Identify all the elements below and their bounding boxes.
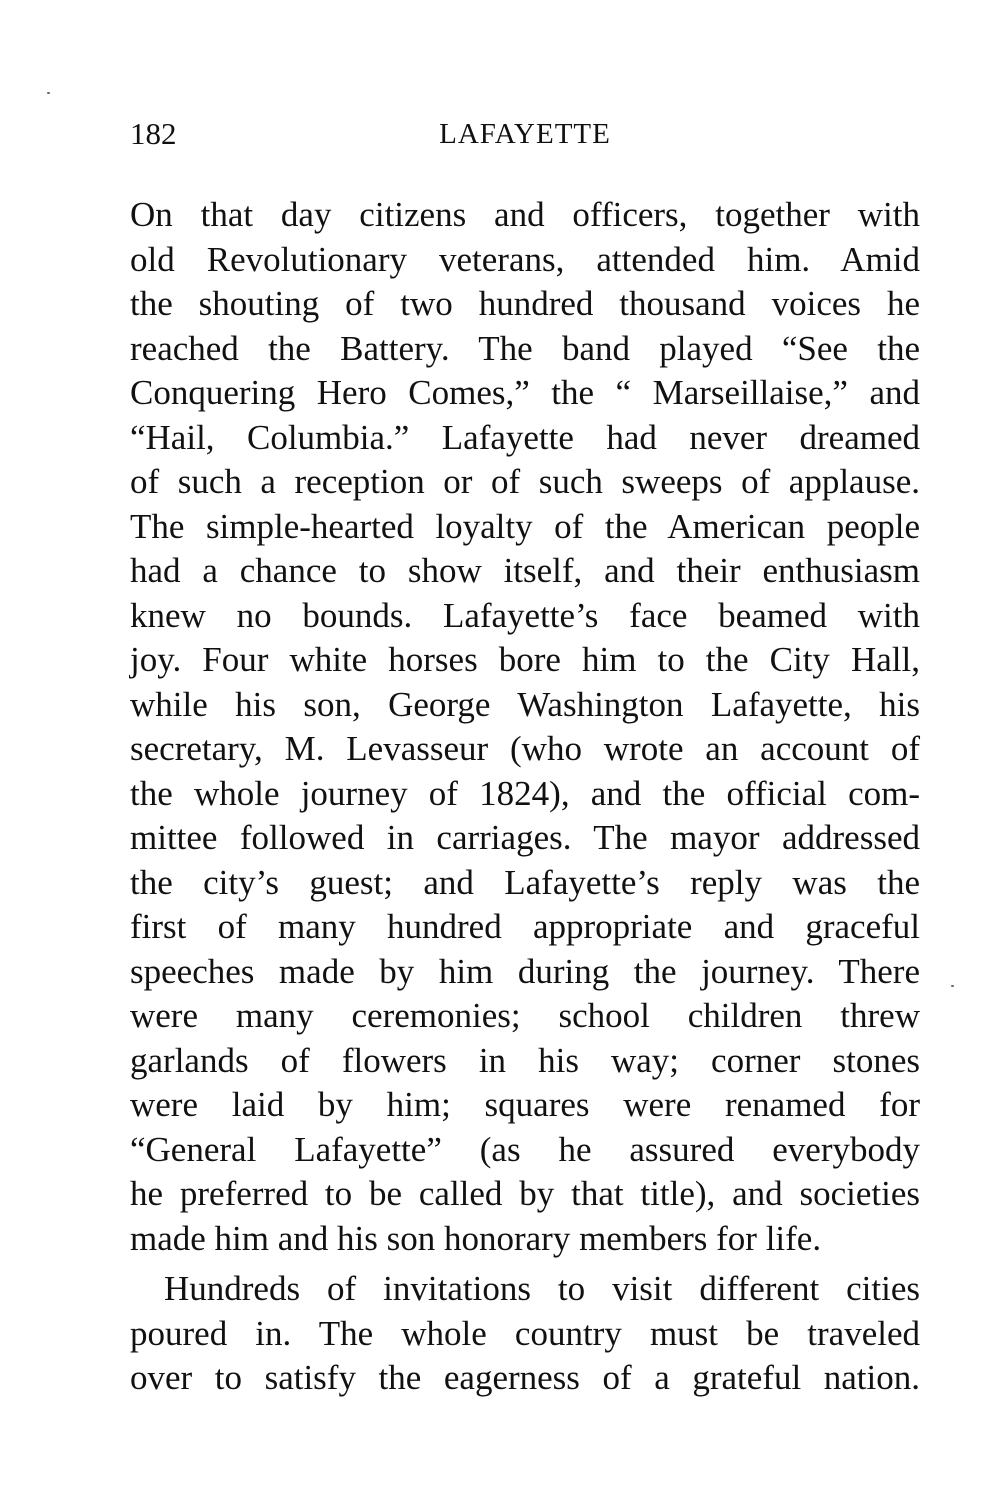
body-text	[130, 193, 920, 1401]
text-line: secretary, M. Levasseur (who wrote an account of	[130, 729, 920, 768]
text-line: The simple-hearted loyalty of the American people	[130, 506, 920, 546]
text-line: “General Lafayette” (as he assured everybody	[130, 1129, 920, 1169]
text-line: of such a reception or of such sweeps of applause.	[130, 462, 920, 501]
text-line: while his son, George Washington Lafayette, his	[130, 684, 920, 724]
text-line: Hundreds of invitations to visit different cities	[164, 1269, 920, 1308]
text-line: old Revolutionary veterans, attended him. Amid	[130, 239, 920, 279]
running-title: LAFAYETTE	[439, 118, 611, 150]
text-line: speeches made by him during the journey. There	[130, 951, 920, 991]
page-number: 182	[130, 116, 177, 151]
text-line: were many ceremonies; school children threw	[130, 996, 920, 1035]
text-line: the city’s guest; and Lafayette’s reply was the	[130, 862, 920, 902]
text-line: poured in. The whole country must be traveled	[130, 1313, 920, 1353]
text-line: knew no bounds. Lafayette’s face beamed with	[130, 595, 920, 635]
text-line: “Hail, Columbia.” Lafayette had never dreamed	[130, 417, 920, 457]
text-line: first of many hundred appropriate and graceful	[130, 907, 920, 946]
text-line: mittee followed in carriages. The mayor addressed	[130, 818, 920, 857]
running-head	[130, 112, 920, 156]
text-line: were laid by him; squares were renamed for	[130, 1085, 920, 1124]
text-line: the whole journey of 1824), and the official com-	[130, 773, 920, 813]
text-line: garlands of flowers in his way; corner stones	[130, 1040, 920, 1080]
text-line: made him and his son honorary members for life.	[130, 1218, 822, 1258]
text-line: he preferred to be called by that title), and societies	[130, 1174, 920, 1213]
paragraph-1	[130, 193, 920, 1261]
text-line: had a chance to show itself, and their enthusiasm	[130, 551, 920, 590]
text-line: On that day citizens and officers, together with	[130, 195, 920, 234]
text-line: Conquering Hero Comes,” the “ Marseillaise,” and	[130, 373, 920, 412]
text-line: over to satisfy the eagerness of a grateful nation.	[130, 1358, 920, 1397]
text-line: the shouting of two hundred thousand voices he	[130, 284, 920, 323]
ink-speck	[951, 985, 954, 987]
text-line: joy. Four white horses bore him to the City Hall,	[130, 640, 920, 679]
text-line: reached the Battery. The band played “See the	[130, 328, 920, 368]
ink-speck	[47, 92, 50, 94]
paragraph-2	[130, 1267, 920, 1401]
